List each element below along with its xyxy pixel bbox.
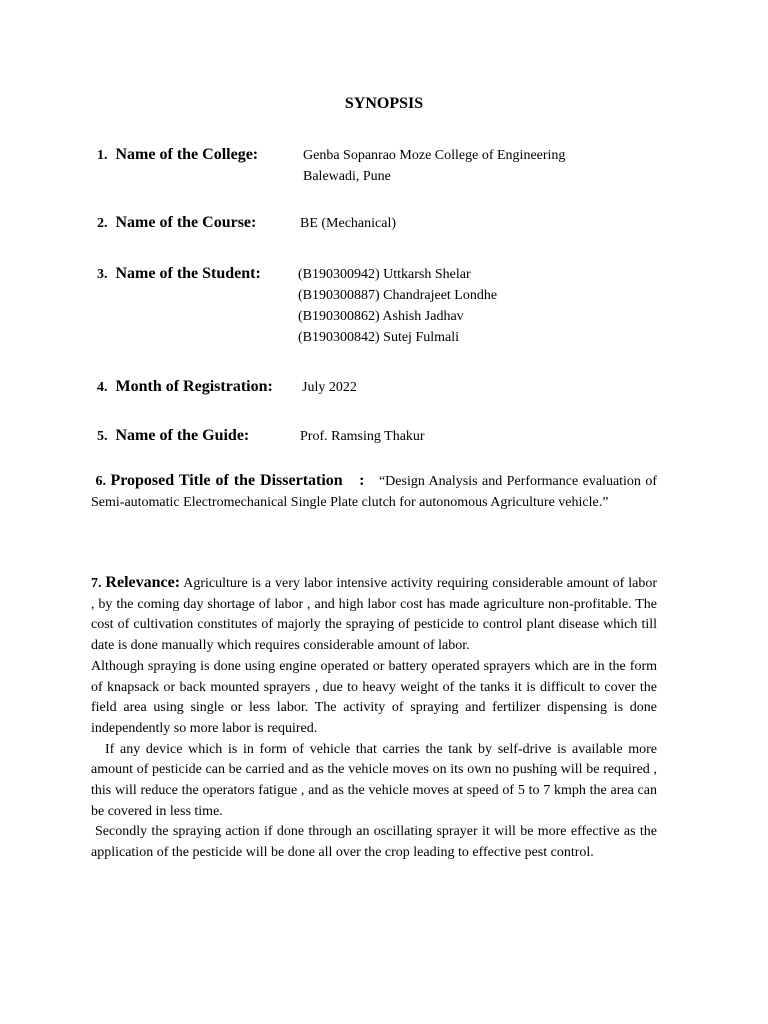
item-number: 4. <box>97 380 108 395</box>
item-colon: : <box>359 472 365 489</box>
value-line: Genba Sopanrao Moze College of Engineering <box>303 148 566 163</box>
item-label: Name of the College: <box>115 146 259 163</box>
item-label: Name of the Course: <box>115 214 257 231</box>
value-line: Balewadi, Pune <box>303 169 391 184</box>
item-guide <box>97 427 249 445</box>
item-relevance <box>91 573 657 864</box>
item-number: 7. <box>91 576 102 591</box>
course-value <box>300 213 396 234</box>
item-label: Proposed Title of the Dissertation <box>110 472 343 489</box>
item-student <box>97 265 261 283</box>
item-college <box>97 146 258 164</box>
item-dissertation-title <box>91 470 657 513</box>
dissertation-title-text: “Design Analysis and Performance evaluation of Semi-automatic Electromechanical Single Plate clutch for autonomous Agriculture vehicle.” <box>91 474 658 510</box>
value-line: (B190300862) Ashish Jadhav <box>298 309 464 324</box>
registration-value <box>302 377 357 398</box>
value-line: July 2022 <box>302 380 357 395</box>
item-course <box>97 214 256 232</box>
value-line: (B190300842) Sutej Fulmali <box>298 330 459 345</box>
item-number: 5. <box>97 429 108 444</box>
item-label: Name of the Student: <box>115 265 261 282</box>
item-number: 2. <box>97 216 108 231</box>
item-number: 3. <box>97 267 108 282</box>
relevance-paragraph: Secondly the spraying action if done through an oscillating sprayer it will be more effective as the application of the pesticide will be done all over the crop leading to effective pest control. <box>91 824 657 861</box>
relevance-paragraph: Although spraying is done using engine operated or battery operated sprayers which are in the form of knapsack or back mounted sprayers , due to heavy weight of the tanks it is difficult to cover the field area using single or less labor. The activity of spraying and fertilizer dispensing is done independently so more labor is required. <box>91 658 657 736</box>
guide-value <box>300 426 425 447</box>
item-label: Month of Registration: <box>115 378 273 395</box>
student-value <box>298 264 497 348</box>
value-line: BE (Mechanical) <box>300 216 397 231</box>
item-registration <box>97 378 273 396</box>
value-line: (B190300942) Uttkarsh Shelar <box>298 267 471 282</box>
item-number: 1. <box>97 148 108 163</box>
item-label: Relevance: <box>105 574 181 591</box>
relevance-paragraph: If any device which is in form of vehicle that carries the tank by self-drive is available more amount of pesticide can be carried and as the vehicle moves on its own no pushing will be required , this will reduce the operators fatigue , and as the vehicle moves at speed of 5 to 7 kmph the area can be covered in less time. <box>91 741 657 819</box>
page-title: SYNOPSIS <box>344 95 424 112</box>
value-line: (B190300887) Chandrajeet Londhe <box>298 288 498 303</box>
college-value <box>303 145 565 187</box>
item-number: 6. <box>95 474 106 489</box>
relevance-paragraph: Agriculture is a very labor intensive activity requiring considerable amount of labor , by the coming day shortage of labor , and high labor cost has made agriculture non-profitable. The cost of cultivation constitutes of majorly the spraying of pesticide to control plant disease which till date is done manually which requires considerable amount of labor. <box>91 576 658 654</box>
item-label: Name of the Guide: <box>115 427 250 444</box>
value-line: Prof. Ramsing Thakur <box>300 429 425 444</box>
